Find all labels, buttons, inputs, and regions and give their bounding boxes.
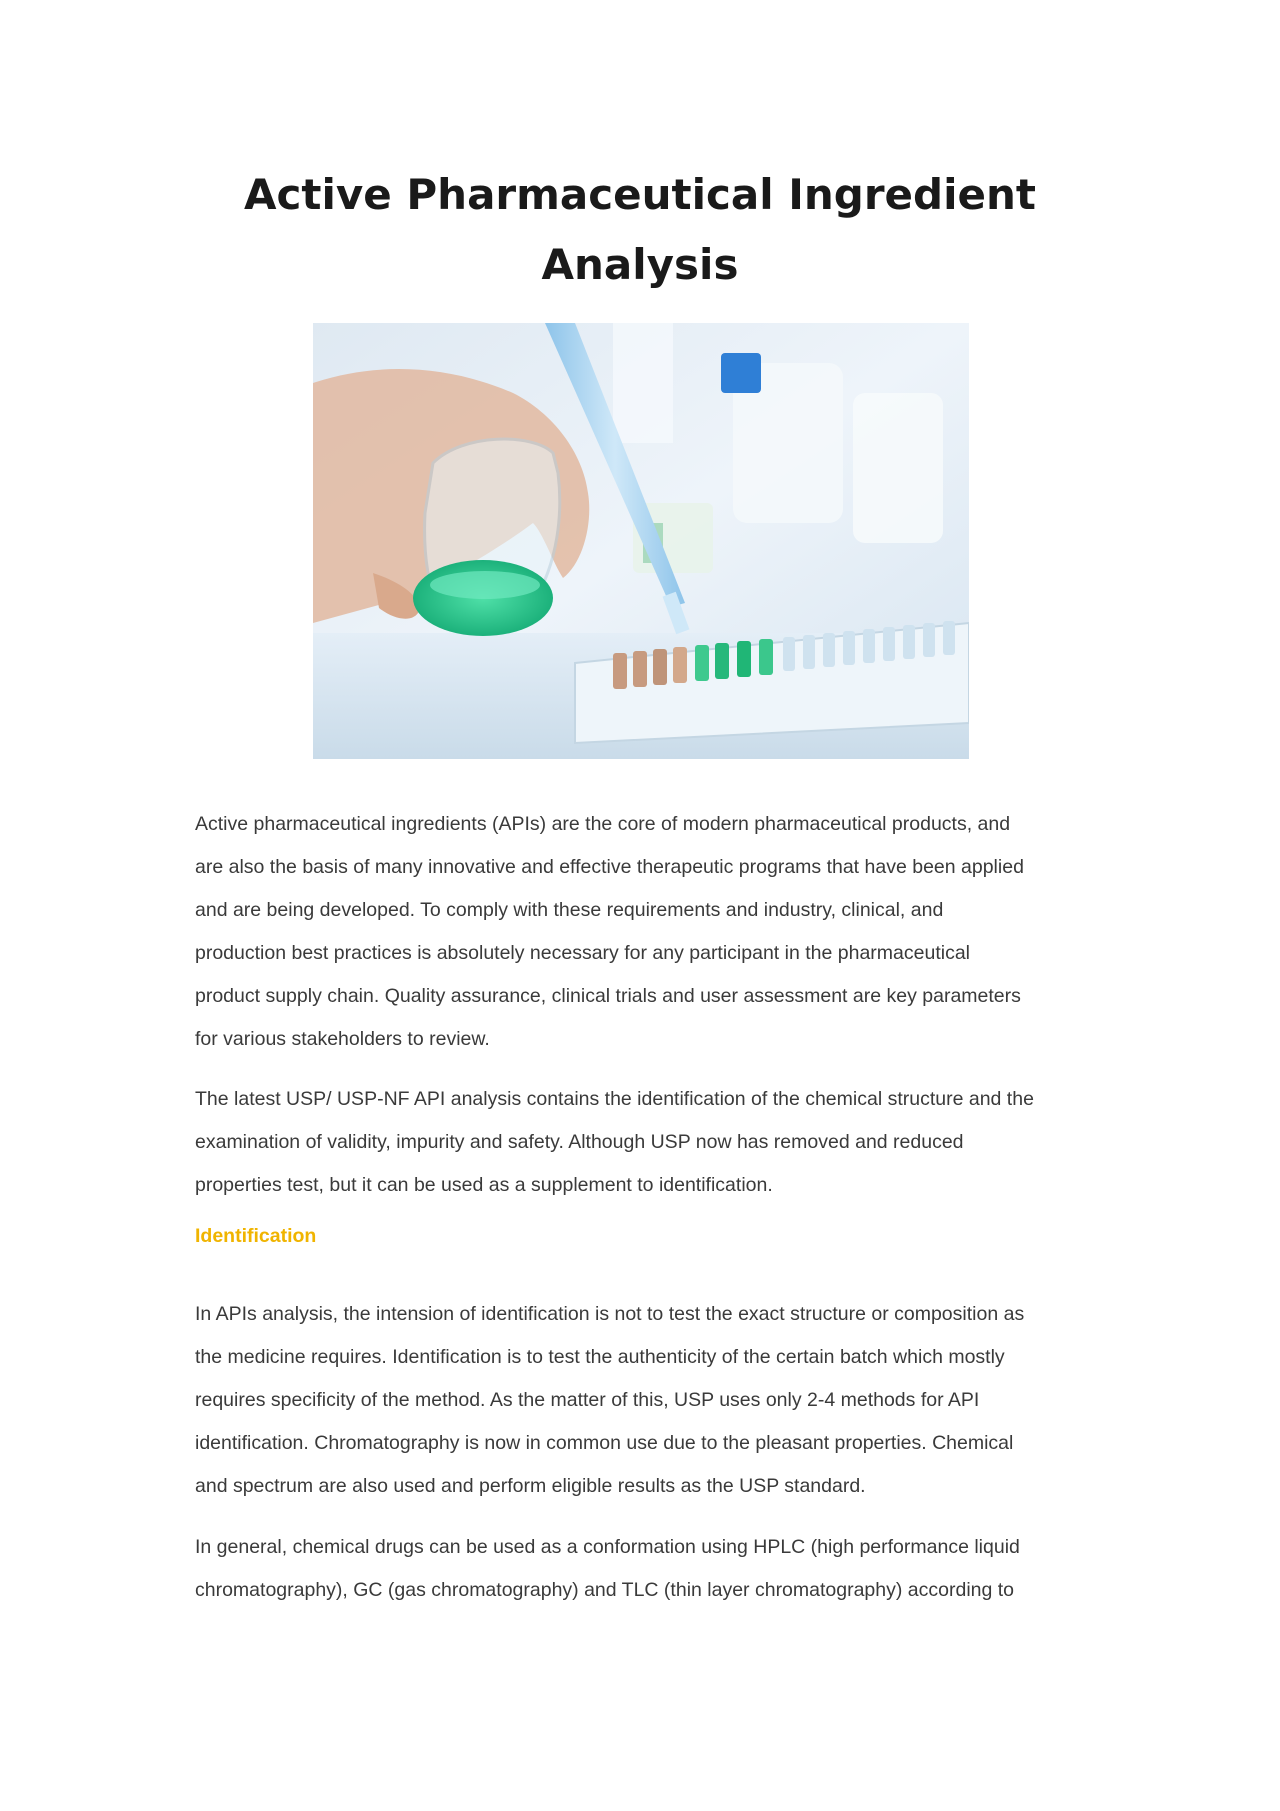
text-line: In general, chemical drugs can be used as a conformation using HPLC (high performance liquid (195, 1536, 1020, 1558)
text-line: identification. Chromatography is now in common use due to the pleasant properties. Chemical (195, 1432, 1014, 1454)
paragraph-identification (195, 1293, 1095, 1508)
title-line-2: Analysis (541, 240, 739, 289)
text-line: and are being developed. To comply with these requirements and industry, clinical, and (195, 899, 944, 921)
title-line-1: Active Pharmaceutical Ingredient (244, 170, 1036, 219)
text-line: are also the basis of many innovative and effective therapeutic programs that have been applied (195, 856, 1024, 878)
text-line: requires specificity of the method. As the matter of this, USP uses only 2-4 methods for API (195, 1389, 980, 1411)
paragraph-chemical-drugs (195, 1526, 1095, 1612)
paragraph-usp (195, 1078, 1095, 1207)
text-line: properties test, but it can be used as a supplement to identification. (195, 1174, 773, 1196)
text-line: the medicine requires. Identification is to test the authenticity of the certain batch which mostly (195, 1346, 1005, 1368)
lab-photo (313, 323, 969, 759)
text-line: chromatography), GC (gas chromatography) and TLC (thin layer chromatography) according to (195, 1579, 1015, 1601)
text-line: Active pharmaceutical ingredients (APIs) are the core of modern pharmaceutical products, and (195, 813, 1011, 835)
text-line: production best practices is absolutely necessary for any participant in the pharmaceutical (195, 942, 970, 964)
paragraph-intro (195, 803, 1095, 1061)
text-line: In APIs analysis, the intension of identification is not to test the exact structure or composition as (195, 1303, 1025, 1325)
page-title (196, 160, 1084, 300)
section-heading-identification: Identification (195, 1225, 317, 1247)
text-line: and spectrum are also used and perform eligible results as the USP standard. (195, 1475, 866, 1497)
text-line: for various stakeholders to review. (195, 1028, 490, 1050)
lab-hand-beaker-pipette-icon (313, 323, 969, 759)
text-line: product supply chain. Quality assurance, clinical trials and user assessment are key parameters (195, 985, 1021, 1007)
text-line: The latest USP/ USP-NF API analysis contains the identification of the chemical structure and the (195, 1088, 1034, 1110)
text-line: examination of validity, impurity and safety. Although USP now has removed and reduced (195, 1131, 964, 1153)
